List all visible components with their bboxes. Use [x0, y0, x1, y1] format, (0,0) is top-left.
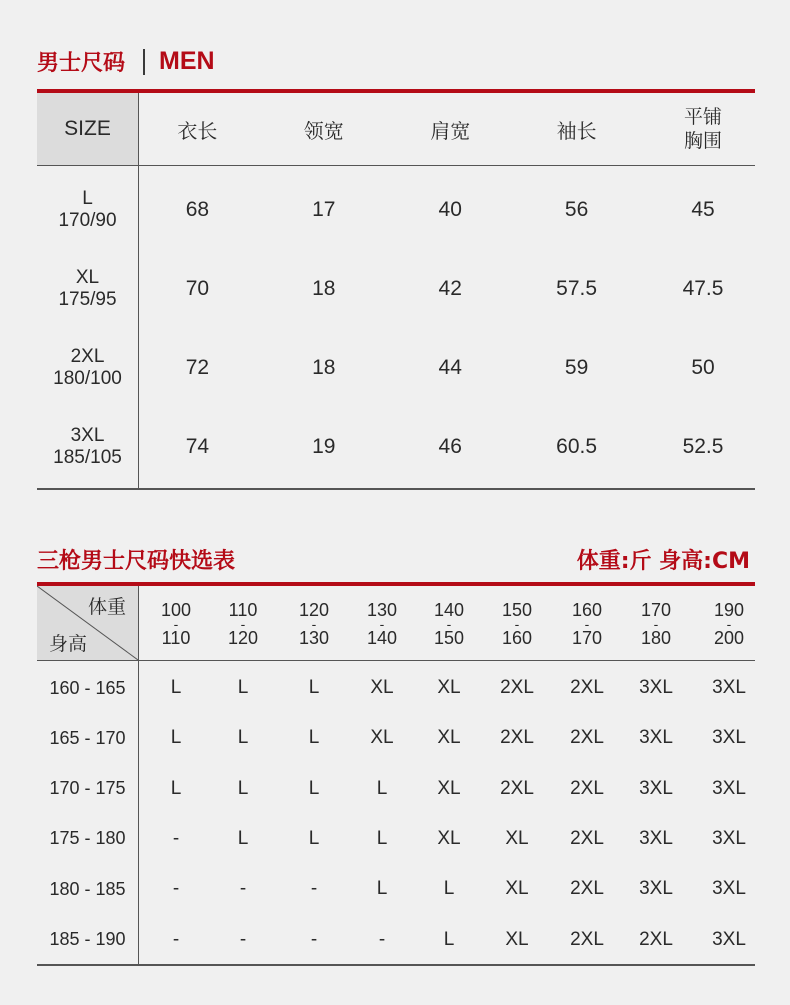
- recommended-size-cell: -: [310, 878, 318, 900]
- range-dash: -: [446, 616, 452, 632]
- weight-value: 200: [713, 628, 745, 648]
- header-col: 肩宽: [430, 118, 471, 143]
- header-col: 衣长: [177, 118, 218, 143]
- weight-value: 120: [227, 628, 259, 648]
- height-range-label: 160 - 165: [49, 677, 126, 698]
- recommended-size-cell: L: [170, 677, 182, 698]
- recommended-size-cell: L: [237, 827, 249, 849]
- recommended-size-cell: XL: [370, 727, 394, 749]
- recommended-size-cell: 3XL: [712, 878, 746, 900]
- height-range-label: 170 - 175: [49, 778, 126, 799]
- measurement-cell: 18: [312, 276, 336, 300]
- height-range-label: 165 - 170: [49, 727, 126, 748]
- weight-value: 140: [433, 600, 465, 620]
- range-dash: -: [726, 616, 732, 632]
- recommended-size-cell: -: [172, 827, 180, 849]
- range-dash: -: [584, 616, 590, 632]
- recommended-size-cell: 3XL: [712, 677, 746, 698]
- size-label-line: 3XL: [70, 424, 105, 446]
- weight-range-header: [622, 590, 690, 658]
- weight-range-header: [142, 590, 210, 658]
- quick-table-top-rule: [37, 582, 755, 586]
- size-label: [37, 407, 138, 486]
- recommended-size-cell: 3XL: [712, 827, 746, 849]
- recommended-size-cell: -: [310, 928, 318, 950]
- weight-range-header: [553, 590, 621, 658]
- recommended-size-cell: 3XL: [712, 928, 746, 950]
- recommended-size-cell: 2XL: [570, 928, 604, 950]
- header-chest-line: 平铺: [683, 106, 722, 128]
- size-label-line: 180/100: [53, 367, 122, 389]
- header-col: 袖长: [556, 118, 597, 143]
- weight-range-header: [209, 590, 277, 658]
- men-table-top-rule: [37, 89, 755, 93]
- weight-value: 160: [501, 628, 533, 648]
- recommended-size-cell: 3XL: [639, 727, 673, 749]
- unit-label: 体重:斤 身高:CM: [576, 549, 750, 574]
- measurement-cell: 45: [691, 197, 715, 221]
- recommended-size-cell: -: [239, 878, 247, 900]
- weight-value: 170: [640, 600, 672, 620]
- recommended-size-cell: 3XL: [639, 878, 673, 900]
- measurement-cell: 19: [312, 434, 336, 458]
- weight-value: 130: [366, 600, 398, 620]
- recommended-size-cell: L: [376, 827, 388, 849]
- recommended-size-cell: XL: [437, 727, 461, 749]
- size-label: [37, 249, 138, 328]
- recommended-size-cell: 2XL: [570, 727, 604, 749]
- weight-value: 170: [571, 628, 603, 648]
- recommended-size-cell: XL: [437, 827, 461, 849]
- measurement-cell: 47.5: [682, 276, 724, 300]
- recommended-size-cell: -: [239, 928, 247, 950]
- header-col: 领宽: [303, 118, 344, 143]
- measurement-cell: 52.5: [682, 434, 724, 458]
- measurement-cell: 50: [691, 355, 715, 379]
- range-dash: -: [173, 616, 179, 632]
- recommended-size-cell: 3XL: [639, 777, 673, 799]
- recommended-size-cell: 2XL: [570, 878, 604, 900]
- measurement-cell: 59: [564, 355, 589, 379]
- quick-select-title: 三枪男士尺码快选表: [37, 549, 236, 574]
- size-label-line: 185/105: [53, 446, 122, 468]
- recommended-size-cell: L: [376, 878, 388, 900]
- measurement-cell: 46: [438, 434, 462, 458]
- recommended-size-cell: L: [237, 727, 249, 749]
- recommended-size-cell: L: [308, 677, 320, 698]
- corner-header: [37, 586, 138, 660]
- weight-value: 150: [433, 628, 465, 648]
- weight-value: 130: [298, 628, 330, 648]
- recommended-size-cell: L: [237, 677, 249, 698]
- range-dash: -: [379, 616, 385, 632]
- recommended-size-cell: 2XL: [500, 777, 534, 799]
- size-label-line: L: [82, 187, 93, 209]
- weight-value: 160: [571, 600, 603, 620]
- height-range-label: 180 - 185: [49, 878, 126, 899]
- size-label-line: XL: [75, 266, 100, 288]
- range-dash: -: [240, 616, 246, 632]
- quick-table-column-divider: [138, 586, 139, 964]
- measurement-cell: 72: [185, 355, 210, 379]
- recommended-size-cell: -: [378, 928, 386, 950]
- men-size-title: [37, 46, 215, 77]
- weight-range-header: [695, 590, 763, 658]
- header-chest: [653, 93, 753, 165]
- recommended-size-cell: 2XL: [500, 677, 534, 698]
- recommended-size-cell: XL: [505, 928, 529, 950]
- men-title-cn: 男士尺码: [37, 51, 126, 76]
- weight-value: 120: [298, 600, 330, 620]
- recommended-size-cell: L: [308, 827, 320, 849]
- measurement-cell: 57.5: [556, 276, 598, 300]
- measurement-cell: 44: [438, 355, 462, 379]
- title-divider: [143, 49, 145, 75]
- measurement-cell: 70: [185, 276, 210, 300]
- recommended-size-cell: L: [443, 928, 455, 950]
- recommended-size-cell: 3XL: [712, 727, 746, 749]
- recommended-size-cell: 2XL: [639, 928, 673, 950]
- weight-range-header: [415, 590, 483, 658]
- recommended-size-cell: L: [237, 777, 249, 799]
- recommended-size-cell: -: [172, 878, 180, 900]
- weight-range-header: [348, 590, 416, 658]
- recommended-size-cell: 2XL: [500, 727, 534, 749]
- men-table-bottom-rule: [37, 488, 755, 490]
- recommended-size-cell: L: [443, 878, 455, 900]
- weight-range-header: [280, 590, 348, 658]
- men-table-header-rule: [37, 165, 755, 166]
- range-dash: -: [653, 616, 659, 632]
- weight-value: 100: [160, 600, 192, 620]
- recommended-size-cell: XL: [505, 827, 529, 849]
- recommended-size-cell: L: [308, 727, 320, 749]
- measurement-cell: 56: [564, 197, 589, 221]
- header-chest-line: 胸围: [683, 130, 722, 152]
- size-label-line: 175/95: [58, 288, 117, 310]
- size-label: [37, 328, 138, 407]
- measurement-cell: 40: [438, 197, 462, 221]
- header-size: SIZE: [64, 117, 111, 140]
- weight-value: 150: [501, 600, 533, 620]
- measurement-cell: 68: [185, 197, 210, 221]
- size-label: [37, 170, 138, 249]
- measurement-cell: 60.5: [556, 434, 598, 458]
- measurement-cell: 42: [438, 276, 462, 300]
- recommended-size-cell: -: [172, 928, 180, 950]
- weight-value: 110: [228, 600, 258, 620]
- measurement-cell: 17: [312, 197, 336, 221]
- range-dash: -: [514, 616, 520, 632]
- weight-value: 190: [713, 600, 745, 620]
- quick-table-header-rule: [37, 660, 755, 661]
- corner-height-label: 身高: [49, 633, 88, 655]
- corner-weight-label: 体重: [87, 596, 126, 618]
- recommended-size-cell: XL: [370, 677, 394, 698]
- recommended-size-cell: XL: [437, 677, 461, 698]
- men-table-column-divider: [138, 93, 139, 488]
- men-title-en: MEN: [159, 47, 215, 75]
- measurement-cell: 74: [185, 434, 210, 458]
- recommended-size-cell: 2XL: [570, 777, 604, 799]
- recommended-size-cell: XL: [505, 878, 529, 900]
- measurement-cell: 18: [312, 355, 336, 379]
- recommended-size-cell: L: [308, 777, 320, 799]
- weight-range-header: [483, 590, 551, 658]
- recommended-size-cell: 3XL: [639, 677, 673, 698]
- weight-value: 180: [640, 628, 672, 648]
- size-label-line: 170/90: [58, 209, 117, 231]
- weight-value: 140: [366, 628, 398, 648]
- recommended-size-cell: L: [170, 777, 182, 799]
- recommended-size-cell: L: [170, 727, 182, 749]
- quick-table-bottom-rule: [37, 964, 755, 966]
- recommended-size-cell: 3XL: [639, 827, 673, 849]
- recommended-size-cell: 2XL: [570, 677, 604, 698]
- height-range-label: 175 - 180: [49, 828, 126, 849]
- range-dash: -: [311, 616, 317, 632]
- size-label-line: 2XL: [70, 345, 105, 367]
- recommended-size-cell: XL: [437, 777, 461, 799]
- height-range-label: 185 - 190: [49, 929, 126, 949]
- recommended-size-cell: 2XL: [570, 827, 604, 849]
- recommended-size-cell: 3XL: [712, 777, 746, 799]
- recommended-size-cell: L: [376, 777, 388, 799]
- weight-value: 110: [161, 628, 191, 648]
